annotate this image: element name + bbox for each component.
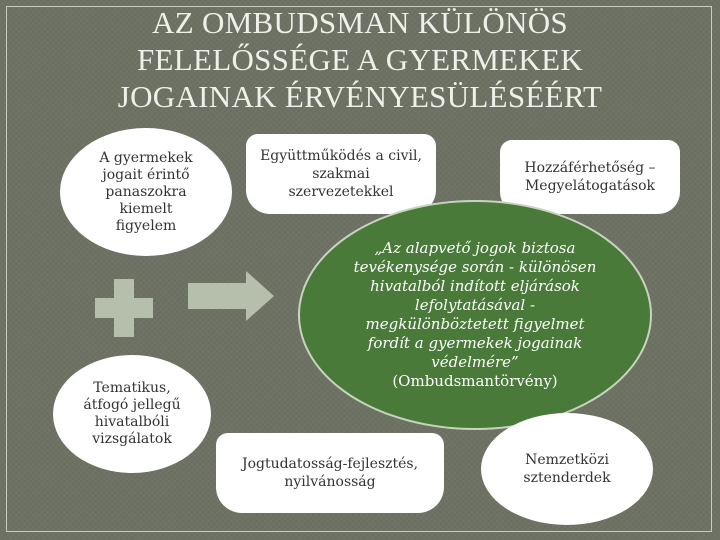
title-line-2: FELELŐSSÉGE A GYERMEKEK: [136, 42, 584, 77]
center-source: (Ombudsmantörvény): [392, 372, 558, 390]
plus-icon-bar: [95, 298, 153, 318]
title-line-1: AZ OMBUDSMAN KÜLÖNÖS: [152, 5, 568, 40]
node-investigations: Tematikus, átfogó jellegű hivatalbóli vizsgálatok: [53, 355, 211, 473]
slide-title: [30, 4, 690, 115]
node-cooperation: Együttműködés a civil, szakmai szervezetekkel: [246, 134, 436, 214]
node-complaints: A gyermekek jogait érintő panaszokra kiemelt figyelem: [60, 128, 232, 256]
right-arrow-icon: [188, 271, 276, 321]
node-accessibility: Hozzáférhetőség – Megyelátogatások: [500, 140, 680, 214]
node-awareness: Jogtudatosság-fejlesztés, nyilvánosság: [216, 433, 444, 513]
node-international: Nemzetközi sztenderdek: [481, 413, 653, 525]
center-quote: „Az alapvető jogok biztosa tevékenysége során - különösen hivatalból indított eljárások lefolytatásával - megkülönböztetett figyelmet fordít a gyermekek jogainak védelmére”: [353, 239, 597, 371]
center-quote-ellipse: [298, 200, 652, 430]
title-line-3: JOGAINAK ÉRVÉNYESÜLÉSÉÉRT: [117, 79, 603, 114]
